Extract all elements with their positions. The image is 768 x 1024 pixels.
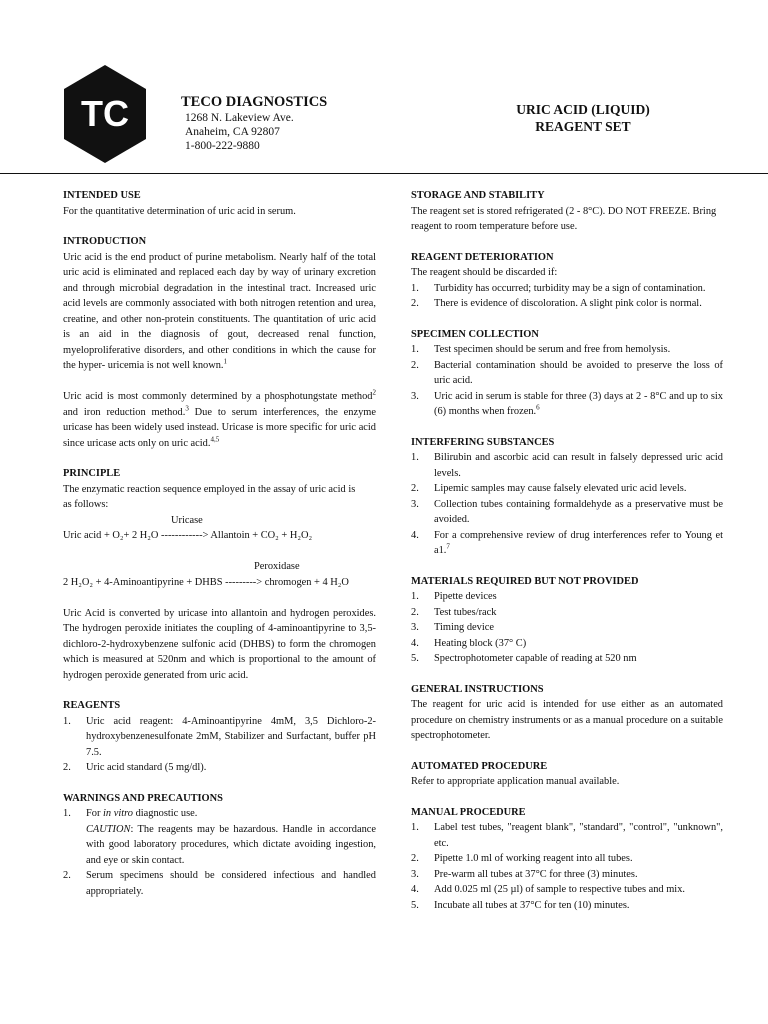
list-item: 1. Test specimen should be serum and free from hemolysis. — [411, 344, 671, 355]
address-line-2: Anaheim, CA 92807 — [185, 126, 280, 138]
list-item: 4. Add 0.025 ml (25 µl) of sample to respective tubes and mix. — [411, 884, 685, 895]
list-item: 2. There is evidence of discoloration. A slight pink color is normal. — [411, 298, 702, 309]
list-item: 2. Serum specimens should be considered infectious and handled appropriately. — [63, 870, 376, 897]
section-manual-procedure — [411, 805, 723, 914]
reference-mark: 6 — [536, 403, 540, 412]
section-heading: GENERAL INSTRUCTIONS — [411, 683, 544, 695]
header-divider — [0, 173, 768, 174]
list-item: 3. Collection tubes containing formaldehyde as a preservative must be avoided. — [411, 498, 723, 525]
section-intended-use — [63, 188, 376, 219]
product-title-line-1: URIC ACID (LIQUID) — [516, 102, 650, 117]
phone-number: 1-800-222-9880 — [185, 140, 260, 152]
paragraph: Uric Acid is converted by uricase into allantoin and hydrogen peroxides. The hydrogen peroxide initiates the coupling of 4-aminoantipyrine to 3,5-dichloro-2-hydroxybenzene sulfonic acid (DHBS) to form the chromogen which is measured at 520nm and which is proportional to the amount of hydrogen peroxide generated from uric acid. — [63, 607, 376, 681]
section-specimen-collection — [411, 327, 723, 420]
logo-text: TC — [81, 93, 129, 134]
paragraph: Uric acid is the end product of purine metabolism. Nearly half of the total uric acid is eliminated and replaced each day by way of urinary excretion and through microbial degradation in the intestinal tract. Increased uric acid levels are commonly associated with both nitrogen retention and urea, creatine, and other non-protein constituents. The quantitation of uric acid is an aid in the diagnosis of gout, decreased renal function, myeloproliferative disorders, and other conditions in which the cause for the hyper- uricemia is not well known.$^1$ — [63, 251, 376, 371]
list-item: 1. Pipette devices — [411, 591, 497, 602]
teco-logo-icon — [62, 64, 148, 164]
reference-mark: 2 — [372, 388, 376, 397]
section-introduction — [63, 234, 376, 451]
list-item: 5. Incubate all tubes at 37°C for ten (10) minutes. — [411, 899, 630, 911]
section-text: For the quantitative determination of uric acid in serum. — [63, 205, 296, 217]
section-reagents — [63, 698, 376, 776]
section-warnings — [63, 791, 376, 900]
section-automated-procedure — [411, 759, 723, 790]
section-heading: INTENDED USE — [63, 190, 141, 201]
list-item: 2. Uric acid standard (5 mg/dl). — [63, 762, 207, 773]
reference-mark: 4,5 — [210, 435, 220, 444]
section-materials — [411, 574, 723, 667]
section-heading: PRINCIPLE — [63, 468, 121, 479]
list-item: 1. Bilirubin and ascorbic acid can result in falsely depressed uric acid levels. — [411, 452, 723, 479]
reference-mark: 7 — [446, 542, 450, 551]
section-heading: AUTOMATED PROCEDURE — [411, 760, 548, 772]
paragraph: The enzymatic reaction sequence employed in the assay of uric acid is as follows: — [63, 483, 356, 510]
list-item: 2. Test tubes/rack — [411, 606, 497, 618]
paragraph: Uric acid is most commonly determined by a phosphotungstate method$^2$ and iron reduction method.$^3$ Due to serum interferences, the enzyme uricase has been widely used instead. Uricase is more specific for uric acid since uricase acts only on uric acid.$^{4,5}$ — [63, 388, 376, 449]
left-column — [63, 188, 376, 914]
address-line-1: 1268 N. Lakeview Ave. — [185, 112, 294, 124]
list-item: 2. Bacterial contamination should be avoided to preserve the loss of uric acid. — [411, 359, 723, 386]
list-item: 1. Turbidity has occurred; turbidity may be a sign of contamination. — [411, 282, 706, 294]
enzyme-label-uricase: Uricase — [171, 514, 203, 526]
list-item: 1. Label test tubes, "reagent blank", "standard", "control", "unknown", etc. — [411, 822, 723, 849]
section-heading: REAGENT DETERIORATION — [411, 251, 554, 263]
section-text: Refer to appropriate application manual available. — [411, 776, 620, 787]
section-principle — [63, 466, 376, 683]
section-interfering-substances — [411, 435, 723, 559]
section-deterioration — [411, 250, 723, 312]
company-name: TECO DIAGNOSTICS — [181, 94, 328, 110]
product-title-line-2: REAGENT SET — [535, 119, 631, 134]
company-block — [181, 93, 327, 153]
section-heading: INTERFERING SUBSTANCES — [411, 436, 555, 448]
section-heading: STORAGE AND STABILITY — [411, 190, 545, 201]
list-item: 1. Uric acid reagent: 4-Aminoantipyrine 4mM, 3,5 Dichloro-2- hydroxybenzenesulfonate 2mM, Stabilizer and Surfactant, buffer pH 7.5. — [63, 715, 376, 758]
section-heading: MANUAL PROCEDURE — [411, 806, 526, 818]
reference-mark: 3 — [185, 404, 189, 413]
list-item: 3. Timing device — [411, 622, 494, 633]
caution-label: CAUTION — [86, 823, 131, 835]
list-item: 5. Spectrophotometer capable of reading at 520 nm — [411, 653, 637, 664]
section-heading: MATERIALS REQUIRED BUT NOT PROVIDED — [411, 575, 639, 587]
list-item: 3. Pre-warm all tubes at 37°C for three (3) minutes. — [411, 868, 638, 880]
section-heading: REAGENTS — [63, 700, 121, 711]
section-heading: WARNINGS AND PRECAUTIONS — [63, 792, 223, 804]
list-item: 2. Pipette 1.0 ml of working reagent into all tubes. — [411, 853, 633, 864]
document-header — [0, 0, 768, 174]
section-heading: SPECIMEN COLLECTION — [411, 328, 539, 340]
reaction-equation-1: Uric acid + O₂+ 2 H₂O ------------> Allantoin + CO₂ + H₂O₂ — [63, 530, 313, 541]
list-item: 4. For a comprehensive review of drug interferences refer to Young et a1.$^7$ — [411, 529, 723, 556]
list-item: 2. Lipemic samples may cause falsely elevated uric acid levels. — [411, 483, 687, 494]
section-storage — [411, 188, 723, 235]
section-general-instructions — [411, 682, 723, 744]
product-title — [470, 101, 696, 135]
section-text: The reagent set is stored refrigerated (2 - 8°C). DO NOT FREEZE. Bring reagent to room temperature before use. — [411, 205, 717, 232]
reaction-equation-2: 2 H₂O₂ + 4-Aminoantipyrine + DHBS ---------> chromogen + 4 H₂O — [63, 576, 349, 588]
section-heading: INTRODUCTION — [63, 236, 147, 247]
enzyme-label-peroxidase: Peroxidase — [254, 561, 300, 572]
reference-mark: 1 — [223, 357, 228, 366]
list-item: 1. For in vitro diagnostic use. CAUTION: The reagents may be hazardous. Handle in accordance with good laboratory procedures, which dictate avoiding ingestion, and eye or skin contact. — [63, 808, 376, 866]
right-column — [411, 188, 723, 928]
list-item: 3. Uric acid in serum is stable for three (3) days at 2 - 8°C and up to six (6) months when frozen.$^6$ — [411, 390, 723, 417]
section-text: The reagent should be discarded if: — [411, 267, 558, 278]
section-text: The reagent for uric acid is intended for use either as an automated procedure on chemistry instruments or as a manual procedure on a suitable spectrophotometer. — [411, 699, 723, 741]
list-item: 4. Heating block (37° C) — [411, 637, 527, 649]
